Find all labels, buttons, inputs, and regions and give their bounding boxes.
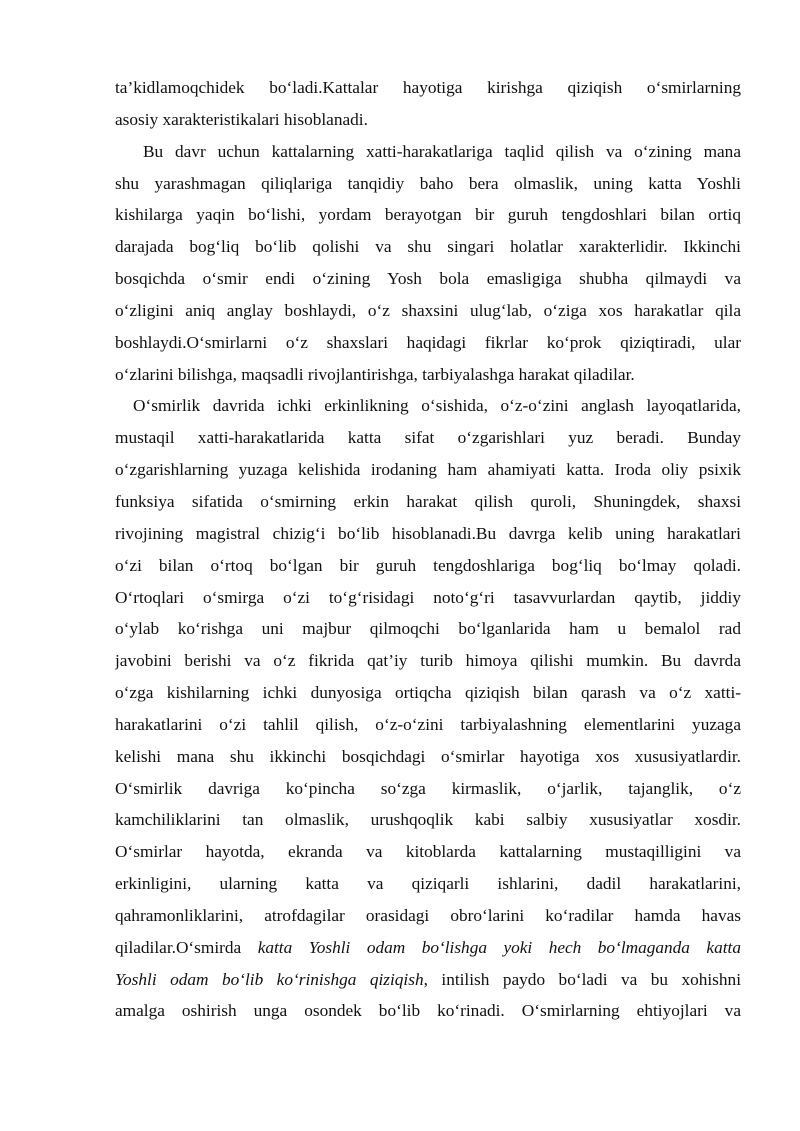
text-segment: O‘smirlik davriga ko‘pincha so‘zga kirmaslik, o‘jarlik, tajanglik, o‘z bbox=[115, 778, 741, 798]
text-line bbox=[115, 868, 741, 900]
text-line bbox=[115, 964, 741, 996]
text-line bbox=[115, 104, 741, 136]
text-line bbox=[115, 677, 741, 709]
text-segment: o‘ylab ko‘rishga uni majbur qilmoqchi bo‘lganlarida ham u bemalol rad bbox=[115, 619, 741, 639]
text-segment: mustaqil xatti-harakatlarida katta sifat o‘zgarishlari yuz beradi. Bunday bbox=[115, 428, 741, 448]
text-line bbox=[115, 932, 741, 964]
text-line bbox=[115, 582, 741, 614]
text-line bbox=[115, 613, 741, 645]
text-line bbox=[115, 263, 741, 295]
body-text bbox=[115, 72, 741, 1027]
text-segment: o‘zgarishlarning yuzaga kelishida irodaning ham ahamiyati katta. Iroda oliy psixik bbox=[115, 460, 741, 480]
text-segment: shu yarashmagan qiliqlariga tanqidiy baho bera olmaslik, uning katta Yoshli bbox=[115, 173, 741, 193]
text-segment: amalga oshirish unga osondek bo‘lib ko‘rinadi. O‘smirlarning ehtiyojlari va bbox=[115, 1001, 741, 1021]
text-segment: o‘zlarini bilishga, maqsadli rivojlantirishga, tarbiyalashga harakat qiladilar. bbox=[115, 364, 635, 384]
text-line bbox=[115, 295, 741, 327]
text-line bbox=[115, 199, 741, 231]
text-segment: qahramonliklarini, atrofdagilar orasidagi obro‘larini ko‘radilar hamda havas bbox=[115, 905, 741, 925]
text-line bbox=[115, 741, 741, 773]
text-segment: rivojining magistral chizig‘i bo‘lib hisoblanadi.Bu davrga kelib uning harakatlari bbox=[115, 523, 741, 543]
text-line bbox=[115, 422, 741, 454]
paragraph-start-line bbox=[115, 136, 741, 168]
text-segment: darajada bog‘liq bo‘lib qolishi va shu singari holatlar xarakterlidir. Ikkinchi bbox=[115, 237, 741, 257]
text-line bbox=[115, 645, 741, 677]
text-segment: erkinligini, ularning katta va qiziqarli ishlarini, dadil harakatlarini, bbox=[115, 874, 741, 894]
text-segment: boshlaydi.O‘smirlarni o‘z shaxslari haqidagi fikrlar ko‘prok qiziqtiradi, ular bbox=[115, 332, 741, 352]
text-line bbox=[115, 900, 741, 932]
text-line bbox=[115, 804, 741, 836]
text-segment: O‘rtoqlari o‘smirga o‘zi to‘g‘risidagi noto‘g‘ri tasavvurlardan qaytib, jiddiy bbox=[115, 587, 741, 607]
text-segment: kelishi mana shu ikkinchi bosqichdagi o‘smirlar hayotiga xos xususiyatlardir. bbox=[115, 746, 741, 766]
text-line bbox=[115, 550, 741, 582]
text-line bbox=[115, 454, 741, 486]
text-line bbox=[115, 327, 741, 359]
text-segment: harakatlarini o‘zi tahlil qilish, o‘z-o‘zini tarbiyalashning elementlarini yuzaga bbox=[115, 714, 741, 734]
text-line bbox=[115, 359, 741, 391]
text-line bbox=[115, 231, 741, 263]
text-segment: o‘zi bilan o‘rtoq bo‘lgan bir guruh tengdoshlariga bog‘liq bo‘lmay qoladi. bbox=[115, 555, 741, 575]
text-segment: javobini berishi va o‘z fikrida qat’iy turib himoya qilishi mumkin. Bu davrda bbox=[115, 651, 741, 671]
text-line bbox=[115, 168, 741, 200]
text-line bbox=[115, 836, 741, 868]
text-line bbox=[115, 995, 741, 1027]
text-segment: o‘zligini aniq anglay boshlaydi, o‘z shaxsini ulug‘lab, o‘ziga xos harakatlar qila bbox=[115, 300, 741, 320]
italic-text-segment: Yoshli odam bo‘lib ko‘rinishga qiziqish bbox=[115, 969, 424, 989]
text-segment: kamchiliklarini tan olmaslik, urushqoqlik kabi salbiy xususiyatlar xosdir. bbox=[115, 810, 741, 830]
paragraph-start-line bbox=[115, 390, 741, 422]
text-segment: o‘zga kishilarning ichki dunyosiga ortiqcha qiziqish bilan qarash va o‘z xatti- bbox=[115, 683, 741, 703]
text-segment: kishilarga yaqin bo‘lishi, yordam berayotgan bir guruh tengdoshlari bilan ortiq bbox=[115, 205, 741, 225]
italic-text-segment: katta Yoshli odam bo‘lishga yoki hech bo‘lmaganda katta bbox=[257, 937, 741, 957]
text-line bbox=[115, 72, 741, 104]
text-segment: bosqichda o‘smir endi o‘zining Yosh bola emasligiga shubha qilmaydi va bbox=[115, 269, 741, 289]
text-segment: O‘smirlar hayotda, ekranda va kitoblarda kattalarning mustaqilligini va bbox=[115, 842, 741, 862]
text-line bbox=[115, 518, 741, 550]
text-line bbox=[115, 486, 741, 518]
text-segment: funksiya sifatida o‘smirning erkin harakat qilish quroli, Shuningdek, shaxsi bbox=[115, 491, 741, 511]
text-segment: Bu davr uchun kattalarning xatti-harakatlariga taqlid qilish va o‘zining mana bbox=[143, 141, 741, 161]
text-segment: O‘smirlik davrida ichki erkinlikning o‘sishida, o‘z-o‘zini anglash layoqatlarida, bbox=[133, 396, 741, 416]
text-segment: asosiy xarakteristikalari hisoblanadi. bbox=[115, 109, 368, 129]
text-line bbox=[115, 709, 741, 741]
text-segment: ta’kidlamoqchidek bo‘ladi.Kattalar hayotiga kirishga qiziqish o‘smirlarning bbox=[115, 78, 741, 97]
text-line bbox=[115, 773, 741, 805]
text-segment: qiladilar.O‘smirda bbox=[115, 937, 258, 957]
text-segment: , intilish paydo bo‘ladi va bu xohishni bbox=[423, 969, 741, 989]
